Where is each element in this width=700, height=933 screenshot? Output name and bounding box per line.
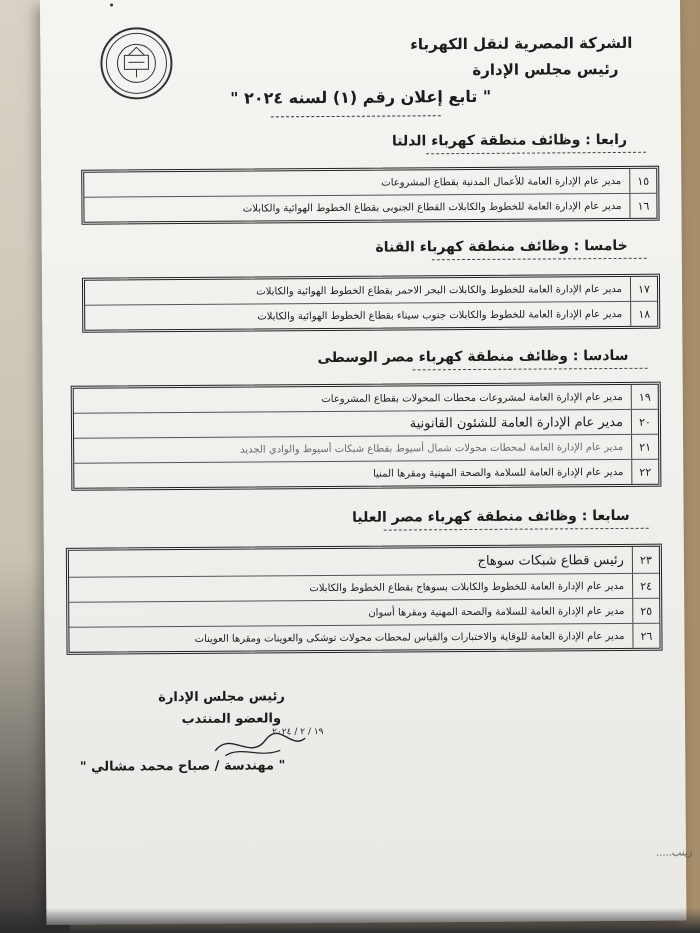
seal-icon (102, 29, 170, 97)
announcement-title: " تابع إعلان رقم (١) لسنه ٢٠٢٤ " (230, 86, 492, 108)
table-row (84, 194, 656, 222)
job-title: مدير عام الإدارة العامة للأعمال المدنية بقطاع المشروعات (381, 175, 622, 189)
job-title: مدير عام الإدارة العامة للخطوط والكابلات جنوب سيناء بقطاع الخطوط الهوائية والكابلات (257, 308, 623, 322)
row-number: ١٧ (630, 277, 657, 301)
job-title: مدير عام الإدارة العامة لمشروعات محطات المحولات بقطاع المشروعات (321, 391, 623, 405)
jobs-table (81, 166, 659, 225)
row-number: ٢٠ (631, 410, 658, 434)
company-name: الشركة المصرية لنقل الكهرباء (410, 33, 633, 54)
jobs-table (66, 544, 663, 655)
section-underline (413, 368, 648, 371)
row-number: ١٩ (631, 385, 658, 409)
row-number: ٢٤ (632, 574, 659, 598)
title-underline (271, 115, 441, 117)
footer-initials: زينب..... (655, 847, 693, 859)
job-title: مدير عام الإدارة العامة لمحطات محولات شمال أسيوط بقطاع شبكات أسيوط والوادي الجديد (240, 441, 624, 456)
row-number: ٢١ (631, 435, 658, 459)
page-mark (110, 3, 113, 6)
row-number: ١٦ (629, 194, 656, 218)
jobs-table (82, 274, 660, 333)
job-title: مدير عام الإدارة العامة للشئون القانونية (409, 414, 624, 431)
signer-role: والعضو المنتدب (181, 711, 282, 728)
section-underline (432, 258, 647, 261)
row-number: ٢٣ (632, 547, 659, 573)
table-row (85, 302, 657, 330)
jobs-table (71, 382, 662, 491)
signature-date: ١٩ / ٢ / ٢٠٢٤ (272, 727, 324, 738)
office-name: رئيس مجلس الإدارة (472, 59, 619, 79)
job-title: رئيس قطاع شبكات سوهاج (477, 552, 624, 569)
section-heading: رابعا : وظائف منطقة كهرباء الدلتا (391, 131, 628, 150)
row-number: ٢٦ (632, 624, 659, 648)
signer-name: " مهندسة / صباح محمد مشالي " (79, 758, 286, 775)
signer-title: رئيس مجلس الإدارة (158, 689, 285, 706)
letterhead (410, 30, 632, 84)
bottom-shadow (0, 908, 700, 933)
section-underline (384, 528, 649, 531)
row-number: ٢٢ (631, 460, 658, 484)
row-number: ١٥ (629, 169, 656, 193)
job-title: مدير عام الإدارة العامة للخطوط والكابلات القطاع الجنوبى بقطاع الخطوط الهوائية والكابلات (242, 200, 622, 215)
table-row (69, 624, 659, 652)
table-row (74, 460, 658, 488)
section-heading: سابعا : وظائف منطقة كهرباء مصر العليا (352, 507, 630, 526)
row-number: ٢٥ (632, 599, 659, 623)
section-heading: خامسا : وظائف منطقة كهرباء القناة (375, 237, 628, 256)
job-title: مدير عام الإدارة العامة للسلامة والصحة المهنية ومقرها المنيا (373, 466, 624, 480)
document-page (40, 0, 693, 925)
row-number: ١٨ (630, 302, 657, 326)
job-title: مدير عام الإدارة العامة للوقاية والاختبارات والقياس لمحطات محولات توشكى والعوينات ومقرها العوينات (194, 630, 625, 645)
job-title: مدير عام الإدارة العامة للخطوط والكابلات بسوهاج بقطاع الخطوط والكابلات (309, 580, 625, 594)
job-title: مدير عام الإدارة العامة للخطوط والكابلات البحر الاحمر بقطاع الخطوط الهوائية والكابلات (256, 283, 623, 297)
table-row (69, 547, 659, 578)
section-heading: سادسا : وظائف منطقة كهرباء مصر الوسطى (317, 347, 629, 367)
section-underline (426, 152, 646, 155)
job-title: مدير عام الإدارة العامة للسلامة والصحة المهنية ومقرها أسوان (368, 605, 625, 619)
